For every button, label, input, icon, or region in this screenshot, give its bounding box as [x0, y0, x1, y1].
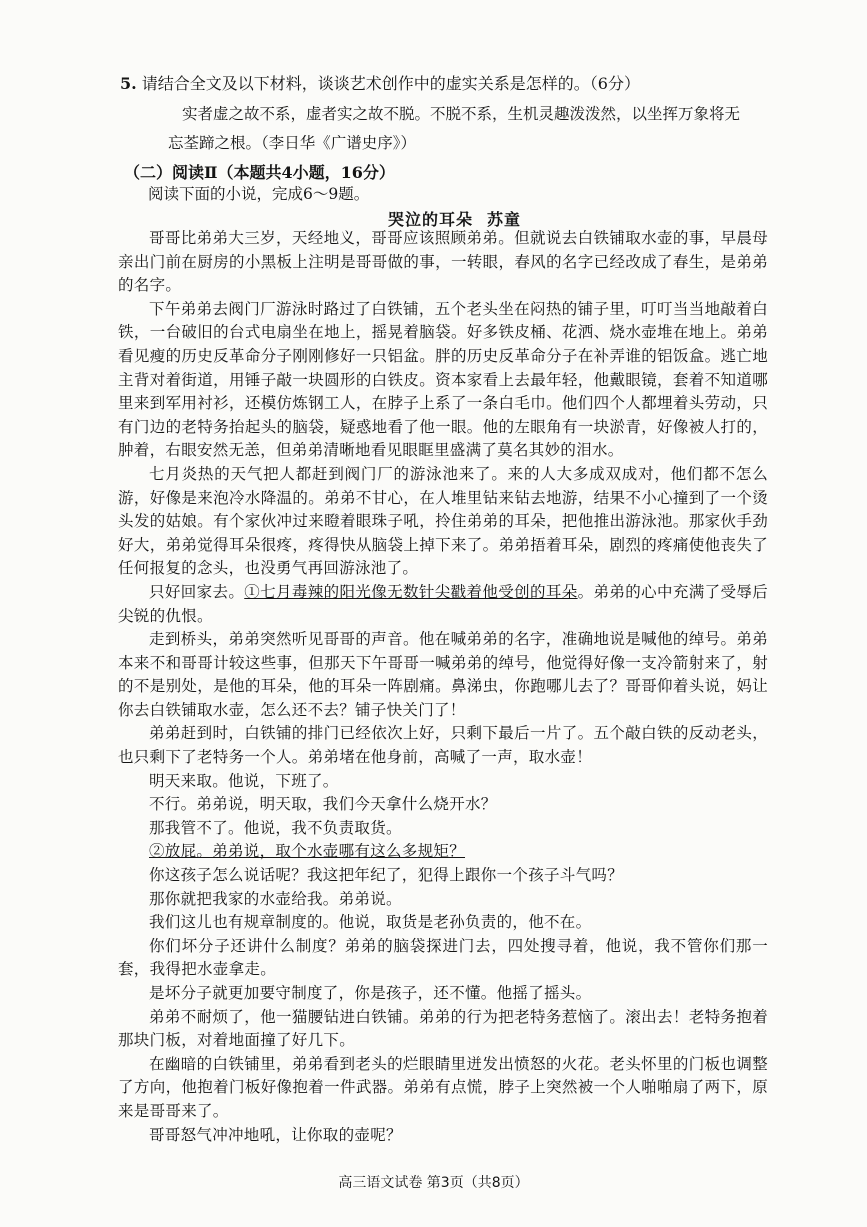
paragraph: 七月炎热的天气把人都赶到阀门厂的游泳池来了。来的人大多成双成对，他们都不怎么游，好像是来泡冷水降温的。弟弟不甘心，在人堆里钻来钻去地游，结果不小心撞到了一个烫头发的姑娘。有个家伙冲过来瞪着眼珠子吼，拎住弟弟的耳朵，把他推出游泳池。那家伙手劲好大，弟弟觉得耳朵很疼，疼得快从脑袋上掉下来了。弟弟捂着耳朵，剧烈的疼痛使他丧失了任何报复的念头，也没勇气再回游泳池了。: [118, 464, 768, 578]
paragraph: 哥哥怒气冲冲地吼，让你取的壶呢？: [149, 1125, 402, 1144]
section-heading: （二）阅读Ⅱ（本题共4小题，16分）: [124, 163, 395, 182]
underlined-sentence-1: ①七月毒辣的阳光像无数针尖戳着他受创的耳朵: [244, 582, 578, 601]
paragraph: 你们坏分子还讲什么制度？弟弟的脑袋探进门去，四处搜寻着，他说，我不管你们那一套，我得把水壶拿走。: [118, 936, 768, 979]
paragraph: 在幽暗的白铁铺里，弟弟看到老头的烂眼睛里迸发出愤怒的火花。老头怀里的门板也调整了方向，他抱着门板好像抱着一件武器。弟弟有点慌，脖子上突然被一个人啪啪扇了两下，原来是哥哥来了。: [118, 1054, 768, 1120]
page-footer: 高三语文试卷 第3页（共8页）: [338, 1175, 529, 1191]
paragraph: 弟弟不耐烦了，他一猫腰钻进白铁铺。弟弟的行为把老特务惹恼了。滚出去！老特务抱着那块门板，对着地面撞了好几下。: [118, 1007, 768, 1050]
story-body: [118, 227, 768, 1147]
paragraph: 那你就把我家的水壶给我。弟弟说。: [149, 889, 402, 908]
question-5-prompt: [120, 70, 820, 98]
paragraph: 弟弟赶到时，白铁铺的排门已经依次上好，只剩下最后一片了。五个敲白铁的反动老头，也只剩下了老特务一个人。弟弟堵在他身前，高喊了一声，取水壶！: [118, 724, 768, 767]
paragraph: 明天来取。他说，下班了。: [149, 771, 339, 790]
paragraph: 我们这儿也有规章制度的。他说，取货是老孙负责的，他不在。: [149, 913, 592, 932]
paragraph: 下午弟弟去阀门厂游泳时路过了白铁铺，五个老头坐在闷热的铺子里，叮叮当当地敲着白铁，一台破旧的台式电扇坐在地上，摇晃着脑袋。好多铁皮桶、花洒、烧水壶堆在地上。弟弟看见瘦的历史反革命分子刚刚修好一只铝盆。胖的历史反革命分子在补弄谁的铝饭盒。逃亡地主背对着街道，用锤子敲一块圆形的白铁皮。资本家看上去最年轻，他戴眼镜，套着不知道哪里来到军用衬衫，还模仿炼钢工人，在脖子上系了一条白毛巾。他们四个人都埋着头劳动，只有门边的老特务抬起头的脑袋，疑惑地看了他一眼。他的左眼角有一块淤青，好像被人打的，肿着，右眼安然无恙，但弟弟清晰地看见眼眶里盛满了莫名其妙的泪水。: [118, 299, 768, 460]
section-instruction: 阅读下面的小说，完成6～9题。: [148, 185, 370, 203]
question-text: 请结合全文及以下材料，谈谈艺术创作中的虚实关系是怎样的。（6分）: [141, 74, 640, 93]
story-author: 苏童: [487, 210, 522, 229]
paragraph-text: 只好回家去。: [149, 582, 245, 601]
paragraph-text: 。弟弟的心中充满了受辱后尖锐的仇恨。: [118, 582, 768, 625]
underlined-sentence-2: ②放屁。弟弟说，取个水壶哪有这么多规矩？: [149, 842, 466, 861]
paragraph: [118, 581, 768, 628]
paragraph: 那我管不了。他说，我不负责取货。: [149, 818, 402, 837]
quote-line-2: 忘荃蹄之根。（李日华《广谱史序》）: [168, 134, 417, 152]
quote-line-1: 实者虚之故不系，虚者实之故不脱。不脱不系，生机灵趣泼泼然，以坐挥万象将无: [182, 105, 741, 123]
paragraph: 是坏分子就更加要守制度了，你是孩子，还不懂。他摇了摇头。: [149, 984, 592, 1002]
paragraph: 哥哥比弟弟大三岁，天经地义，哥哥应该照顾弟弟。但就说去白铁铺取水壶的事，早晨母亲出门前在厨房的小黑板上注明是哥哥做的事，一转眼，春风的名字已经改成了春生，是弟弟的名字。: [118, 229, 768, 295]
paragraph: 你这孩子怎么说话呢？我这把年纪了，犯得上跟你一个孩子斗气吗？: [149, 866, 624, 885]
question-number: 5.: [120, 74, 137, 93]
question-5: [120, 70, 820, 158]
paragraph: 不行。弟弟说，明天取，我们今天拿什么烧开水？: [149, 795, 497, 814]
paragraph: 走到桥头，弟弟突然听见哥哥的声音。他在喊弟弟的名字，准确地说是喊他的绰号。弟弟本来不和哥哥计较这些事，但那天下午哥哥一喊弟弟的绰号，他觉得好像一支冷箭射来了，射的不是别处，是他的耳朵，他的耳朵一阵剧痛。鼻涕虫，你跑哪儿去了？哥哥仰着头说，妈让你去白铁铺取水壶，怎么还不去？铺子快关门了！: [118, 630, 768, 719]
story-title: 哭泣的耳朵: [388, 210, 474, 229]
